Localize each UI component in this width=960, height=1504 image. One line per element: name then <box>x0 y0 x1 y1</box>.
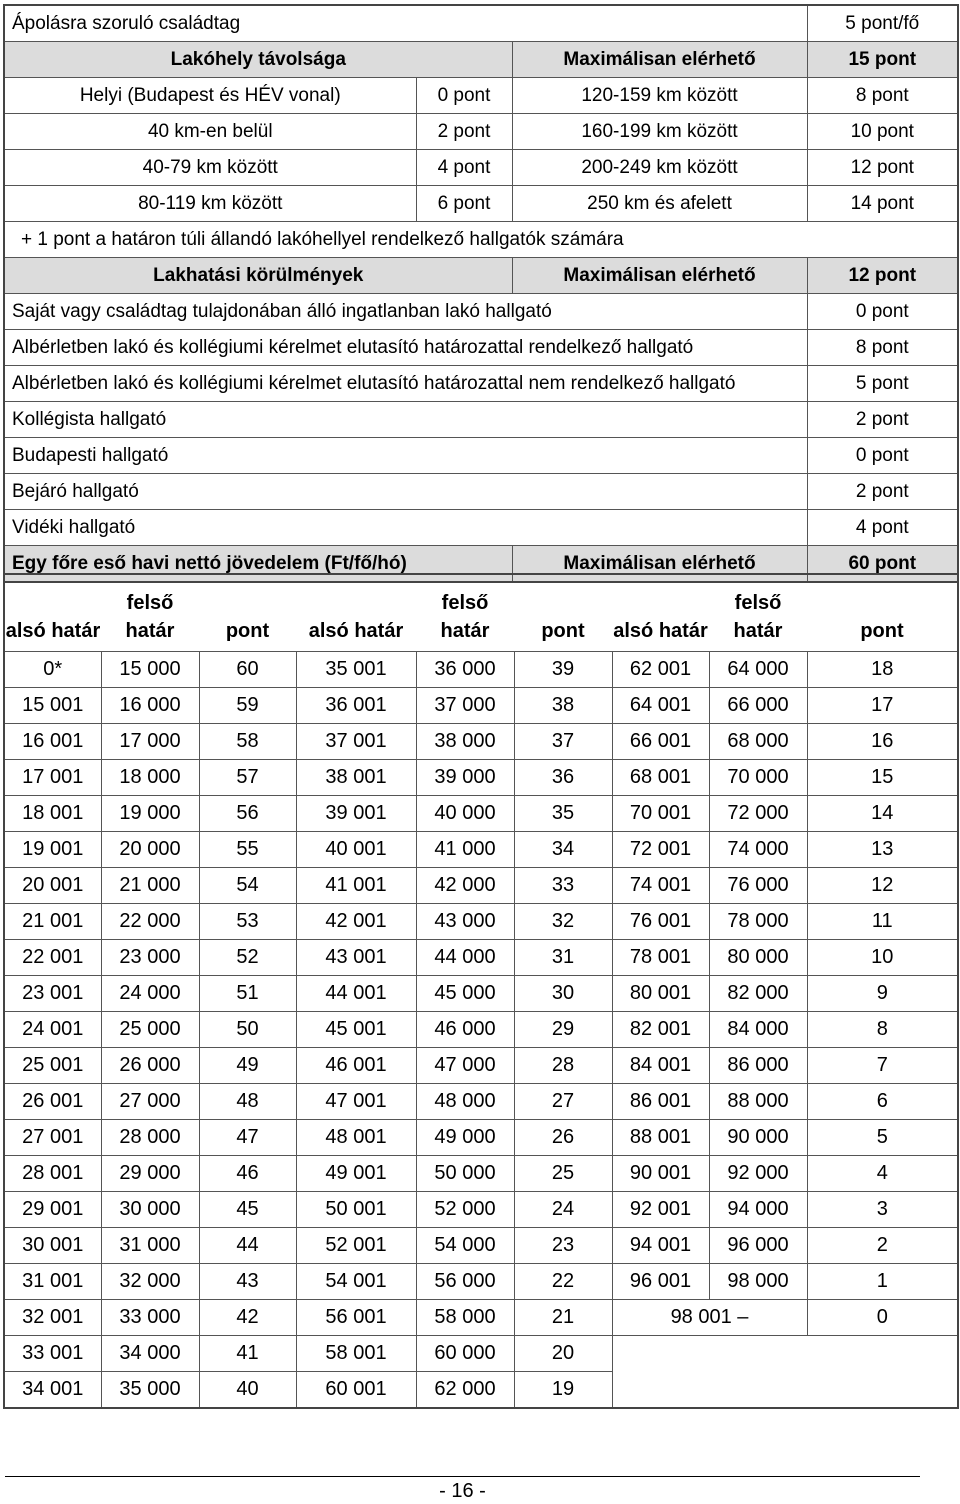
housing-points: 2 pont <box>807 474 958 510</box>
table-cell: 80 001 <box>612 976 709 1012</box>
table-cell: 34 000 <box>101 1336 199 1372</box>
housing-points: 0 pont <box>807 438 958 474</box>
col-header: alsó határ <box>4 574 101 652</box>
distance-points: 8 pont <box>807 78 958 114</box>
table-cell: 7 <box>807 1048 958 1084</box>
table-cell: 16 001 <box>4 724 101 760</box>
table-cell: 29 000 <box>101 1156 199 1192</box>
table-cell: 43 <box>199 1264 296 1300</box>
table-cell: 64 000 <box>709 652 807 688</box>
table-cell: 54 000 <box>416 1228 514 1264</box>
table-cell: 39 <box>514 652 612 688</box>
table-cell: 19 000 <box>101 796 199 832</box>
table-cell: 16 000 <box>101 688 199 724</box>
table-cell: 86 000 <box>709 1048 807 1084</box>
table-cell: 37 000 <box>416 688 514 724</box>
table-row <box>4 688 958 724</box>
table-cell: 39 000 <box>416 760 514 796</box>
table-cell: 36 <box>514 760 612 796</box>
table-cell: 36 001 <box>296 688 416 724</box>
footer-divider <box>5 1476 920 1477</box>
table-cell: 54 <box>199 868 296 904</box>
income-title: Egy főre eső havi nettó jövedelem (Ft/fő/hó) <box>4 546 512 583</box>
table-cell: 43 000 <box>416 904 514 940</box>
table-cell: 52 001 <box>296 1228 416 1264</box>
table-cell: 43 001 <box>296 940 416 976</box>
table-cell: 47 000 <box>416 1048 514 1084</box>
housing-points: 0 pont <box>807 294 958 330</box>
table-cell: 52 000 <box>416 1192 514 1228</box>
table-row <box>4 724 958 760</box>
table-row <box>4 904 958 940</box>
housing-title: Lakhatási körülmények <box>4 258 512 294</box>
table-cell: 76 000 <box>709 868 807 904</box>
table-cell: 78 000 <box>709 904 807 940</box>
table-cell: 21 001 <box>4 904 101 940</box>
income-max-points: 60 pont <box>807 546 958 583</box>
table-cell: 66 001 <box>612 724 709 760</box>
table-cell: 42 001 <box>296 904 416 940</box>
table-cell: 23 000 <box>101 940 199 976</box>
table-row <box>4 1012 958 1048</box>
table-cell: 33 000 <box>101 1300 199 1336</box>
table-cell: 86 001 <box>612 1084 709 1120</box>
table-cell: 3 <box>807 1192 958 1228</box>
table-cell: 48 000 <box>416 1084 514 1120</box>
table-cell: 20 <box>514 1336 612 1372</box>
table-row <box>4 832 958 868</box>
housing-label: Bejáró hallgató <box>4 474 807 510</box>
housing-label: Vidéki hallgató <box>4 510 807 546</box>
distance-range: 120-159 km között <box>512 78 807 114</box>
housing-row <box>4 402 958 438</box>
caregiver-points: 5 pont/fő <box>807 5 958 42</box>
table-row <box>4 868 958 904</box>
table-row <box>4 1228 958 1264</box>
distance-points: 2 pont <box>416 114 512 150</box>
table-cell: 48 001 <box>296 1120 416 1156</box>
col-header: alsó határ <box>296 574 416 652</box>
table-cell: 38 000 <box>416 724 514 760</box>
housing-points: 8 pont <box>807 330 958 366</box>
table-cell: 96 001 <box>612 1264 709 1300</box>
table-cell: 9 <box>807 976 958 1012</box>
table-cell: 28 001 <box>4 1156 101 1192</box>
table-cell: 32 001 <box>4 1300 101 1336</box>
table-cell: 30 000 <box>101 1192 199 1228</box>
table-cell: 58 000 <box>416 1300 514 1336</box>
distance-range: 200-249 km között <box>512 150 807 186</box>
housing-points: 5 pont <box>807 366 958 402</box>
table-cell: 74 000 <box>709 832 807 868</box>
table-cell: 27 000 <box>101 1084 199 1120</box>
distance-note-row <box>4 222 958 258</box>
table-cell: 49 <box>199 1048 296 1084</box>
table-cell: 35 000 <box>101 1372 199 1409</box>
empty-cell <box>612 1336 958 1409</box>
table-cell: 72 001 <box>612 832 709 868</box>
table-cell: 35 <box>514 796 612 832</box>
table-cell: 17 001 <box>4 760 101 796</box>
table-cell: 24 001 <box>4 1012 101 1048</box>
table-cell: 14 <box>807 796 958 832</box>
table-cell: 94 000 <box>709 1192 807 1228</box>
housing-max-label: Maximálisan elérhető <box>512 258 807 294</box>
table-row <box>4 1264 958 1300</box>
table-cell: 24 <box>514 1192 612 1228</box>
col-header: pont <box>807 574 958 652</box>
housing-label: Kollégista hallgató <box>4 402 807 438</box>
table-cell: 88 001 <box>612 1120 709 1156</box>
table-cell: 92 000 <box>709 1156 807 1192</box>
table-cell: 25 001 <box>4 1048 101 1084</box>
table-cell: 20 001 <box>4 868 101 904</box>
table-cell: 59 <box>199 688 296 724</box>
distance-points: 14 pont <box>807 186 958 222</box>
table-cell: 51 <box>199 976 296 1012</box>
table-row <box>4 1084 958 1120</box>
table-row <box>4 652 958 688</box>
table-cell: 80 000 <box>709 940 807 976</box>
table-cell: 1 <box>807 1264 958 1300</box>
table-cell: 60 001 <box>296 1372 416 1409</box>
table-cell: 98 000 <box>709 1264 807 1300</box>
housing-row <box>4 438 958 474</box>
table-cell: 56 001 <box>296 1300 416 1336</box>
table-cell: 2 <box>807 1228 958 1264</box>
distance-range: 80-119 km között <box>4 186 416 222</box>
table-cell: 35 001 <box>296 652 416 688</box>
table-row <box>4 1120 958 1156</box>
caregiver-label: Ápolásra szoruló családtag <box>4 5 807 42</box>
table-row <box>4 976 958 1012</box>
distance-points: 12 pont <box>807 150 958 186</box>
table-cell: 44 001 <box>296 976 416 1012</box>
table-cell: 96 000 <box>709 1228 807 1264</box>
distance-range: 250 km és afelett <box>512 186 807 222</box>
table-cell: 45 000 <box>416 976 514 1012</box>
table-cell: 34 <box>514 832 612 868</box>
table-cell: 15 001 <box>4 688 101 724</box>
table-cell: 6 <box>807 1084 958 1120</box>
distance-points: 10 pont <box>807 114 958 150</box>
housing-header <box>4 258 958 294</box>
table-cell: 40 <box>199 1372 296 1409</box>
distance-max-label: Maximálisan elérhető <box>512 42 807 78</box>
table-cell: 45 <box>199 1192 296 1228</box>
table-cell: 57 <box>199 760 296 796</box>
table-cell: 47 001 <box>296 1084 416 1120</box>
table-cell: 18 <box>807 652 958 688</box>
table-cell: 26 001 <box>4 1084 101 1120</box>
table-cell: 84 001 <box>612 1048 709 1084</box>
caregiver-row <box>4 5 958 42</box>
table-cell: 46 000 <box>416 1012 514 1048</box>
housing-row <box>4 294 958 330</box>
table-cell: 50 000 <box>416 1156 514 1192</box>
table-cell: 42 <box>199 1300 296 1336</box>
distance-range: 40-79 km között <box>4 150 416 186</box>
table-cell: 62 001 <box>612 652 709 688</box>
table-cell: 33 <box>514 868 612 904</box>
page-number: - 16 - <box>439 1480 486 1502</box>
table-cell: 55 <box>199 832 296 868</box>
housing-row <box>4 366 958 402</box>
table-cell: 70 000 <box>709 760 807 796</box>
table-cell: 18 000 <box>101 760 199 796</box>
table-cell: 16 <box>807 724 958 760</box>
table-cell: 37 001 <box>296 724 416 760</box>
table-cell: 58 <box>199 724 296 760</box>
table-cell: 40 001 <box>296 832 416 868</box>
table-cell: 40 000 <box>416 796 514 832</box>
housing-label: Albérletben lakó és kollégiumi kérelmet elutasító határozattal nem rendelkező hallgató <box>4 366 807 402</box>
distance-row <box>4 114 958 150</box>
table-cell: 19 001 <box>4 832 101 868</box>
table-cell: 22 000 <box>101 904 199 940</box>
housing-max-points: 12 pont <box>807 258 958 294</box>
table-cell: 53 <box>199 904 296 940</box>
table-cell: 82 000 <box>709 976 807 1012</box>
table-cell: 0* <box>4 652 101 688</box>
distance-points: 6 pont <box>416 186 512 222</box>
distance-range: 160-199 km között <box>512 114 807 150</box>
table-cell: 56 <box>199 796 296 832</box>
housing-label: Budapesti hallgató <box>4 438 807 474</box>
table-cell: 17 <box>807 688 958 724</box>
table-cell: 29 <box>514 1012 612 1048</box>
table-row <box>4 760 958 796</box>
table-cell: 45 001 <box>296 1012 416 1048</box>
table-cell: 78 001 <box>612 940 709 976</box>
table-cell: 44 000 <box>416 940 514 976</box>
table-cell: 48 <box>199 1084 296 1120</box>
table-cell: 38 <box>514 688 612 724</box>
distance-note: + 1 pont a határon túli állandó lakóhellyel rendelkező hallgatók számára <box>4 222 958 258</box>
table-cell-open-range: 98 001 – <box>612 1300 807 1336</box>
table-cell: 24 000 <box>101 976 199 1012</box>
table-cell: 84 000 <box>709 1012 807 1048</box>
table-cell: 31 001 <box>4 1264 101 1300</box>
table-cell: 90 000 <box>709 1120 807 1156</box>
col-header: pont <box>514 574 612 652</box>
table-cell: 47 <box>199 1120 296 1156</box>
table-cell: 17 000 <box>101 724 199 760</box>
table-cell: 10 <box>807 940 958 976</box>
distance-title: Lakóhely távolsága <box>4 42 512 78</box>
table-cell: 64 001 <box>612 688 709 724</box>
table-cell: 26 <box>514 1120 612 1156</box>
distance-max-points: 15 pont <box>807 42 958 78</box>
table-cell: 72 000 <box>709 796 807 832</box>
table-cell: 28 000 <box>101 1120 199 1156</box>
table-cell: 11 <box>807 904 958 940</box>
table-cell: 29 001 <box>4 1192 101 1228</box>
table-cell: 68 001 <box>612 760 709 796</box>
table-row <box>4 1048 958 1084</box>
table-cell: 88 000 <box>709 1084 807 1120</box>
table-cell: 30 001 <box>4 1228 101 1264</box>
table-cell: 22 <box>514 1264 612 1300</box>
col-header: felső határ <box>416 574 514 652</box>
table-cell: 26 000 <box>101 1048 199 1084</box>
table-cell: 25 000 <box>101 1012 199 1048</box>
table-cell: 33 001 <box>4 1336 101 1372</box>
table-cell: 46 001 <box>296 1048 416 1084</box>
housing-label: Albérletben lakó és kollégiumi kérelmet elutasító határozattal rendelkező hallgató <box>4 330 807 366</box>
table-cell: 23 001 <box>4 976 101 1012</box>
housing-points: 4 pont <box>807 510 958 546</box>
table-row <box>4 796 958 832</box>
table-cell: 66 000 <box>709 688 807 724</box>
housing-row <box>4 474 958 510</box>
table-cell: 22 001 <box>4 940 101 976</box>
table-cell: 38 001 <box>296 760 416 796</box>
table-cell: 41 000 <box>416 832 514 868</box>
table-cell: 74 001 <box>612 868 709 904</box>
table-cell: 27 <box>514 1084 612 1120</box>
table-cell: 13 <box>807 832 958 868</box>
table-cell: 46 <box>199 1156 296 1192</box>
table-cell: 90 001 <box>612 1156 709 1192</box>
col-header: alsó határ <box>612 574 709 652</box>
table-cell: 23 <box>514 1228 612 1264</box>
table-cell: 32 000 <box>101 1264 199 1300</box>
table-row <box>4 940 958 976</box>
table-cell: 12 <box>807 868 958 904</box>
table-cell: 76 001 <box>612 904 709 940</box>
table-cell: 52 <box>199 940 296 976</box>
distance-row <box>4 186 958 222</box>
table-cell: 19 <box>514 1372 612 1409</box>
table-cell: 41 <box>199 1336 296 1372</box>
table-cell: 21 <box>514 1300 612 1336</box>
income-max-label: Maximálisan elérhető <box>512 546 807 583</box>
distance-points: 0 pont <box>416 78 512 114</box>
table-cell: 37 <box>514 724 612 760</box>
distance-range: Helyi (Budapest és HÉV vonal) <box>4 78 416 114</box>
distance-row <box>4 78 958 114</box>
table-cell: 82 001 <box>612 1012 709 1048</box>
table-cell: 50 001 <box>296 1192 416 1228</box>
table-cell: 58 001 <box>296 1336 416 1372</box>
distance-row <box>4 150 958 186</box>
table-cell: 42 000 <box>416 868 514 904</box>
housing-points: 2 pont <box>807 402 958 438</box>
housing-row <box>4 510 958 546</box>
table-cell: 32 <box>514 904 612 940</box>
table-cell: 25 <box>514 1156 612 1192</box>
table-cell: 41 001 <box>296 868 416 904</box>
distance-points: 4 pont <box>416 150 512 186</box>
table-cell: 49 001 <box>296 1156 416 1192</box>
table-cell: 62 000 <box>416 1372 514 1409</box>
table-row <box>4 1300 958 1336</box>
table-cell: 20 000 <box>101 832 199 868</box>
distance-header <box>4 42 958 78</box>
points-table-upper <box>3 4 959 583</box>
table-cell: 18 001 <box>4 796 101 832</box>
table-cell: 50 <box>199 1012 296 1048</box>
table-cell: 70 001 <box>612 796 709 832</box>
table-cell: 4 <box>807 1156 958 1192</box>
table-cell: 15 <box>807 760 958 796</box>
table-row <box>4 1336 958 1372</box>
table-cell: 60 <box>199 652 296 688</box>
table-cell: 49 000 <box>416 1120 514 1156</box>
table-cell: 68 000 <box>709 724 807 760</box>
table-cell: 28 <box>514 1048 612 1084</box>
table-cell: 27 001 <box>4 1120 101 1156</box>
table-cell: 60 000 <box>416 1336 514 1372</box>
table-row <box>4 1156 958 1192</box>
table-cell: 56 000 <box>416 1264 514 1300</box>
table-cell: 31 000 <box>101 1228 199 1264</box>
distance-range: 40 km-en belül <box>4 114 416 150</box>
housing-row <box>4 330 958 366</box>
income-brackets-table <box>3 573 959 1409</box>
table-cell: 5 <box>807 1120 958 1156</box>
table-cell: 30 <box>514 976 612 1012</box>
table-cell: 15 000 <box>101 652 199 688</box>
col-header: felső határ <box>101 574 199 652</box>
table-cell: 8 <box>807 1012 958 1048</box>
table-cell: 36 000 <box>416 652 514 688</box>
table-cell: 34 001 <box>4 1372 101 1409</box>
table-cell: 39 001 <box>296 796 416 832</box>
table-cell: 54 001 <box>296 1264 416 1300</box>
col-header: pont <box>199 574 296 652</box>
table-row <box>4 1192 958 1228</box>
income-column-headers <box>4 574 958 652</box>
table-cell: 31 <box>514 940 612 976</box>
table-cell: 0 <box>807 1300 958 1336</box>
table-cell: 44 <box>199 1228 296 1264</box>
housing-label: Saját vagy családtag tulajdonában álló ingatlanban lakó hallgató <box>4 294 807 330</box>
col-header: felső határ <box>709 574 807 652</box>
table-cell: 94 001 <box>612 1228 709 1264</box>
table-cell: 92 001 <box>612 1192 709 1228</box>
table-cell: 21 000 <box>101 868 199 904</box>
